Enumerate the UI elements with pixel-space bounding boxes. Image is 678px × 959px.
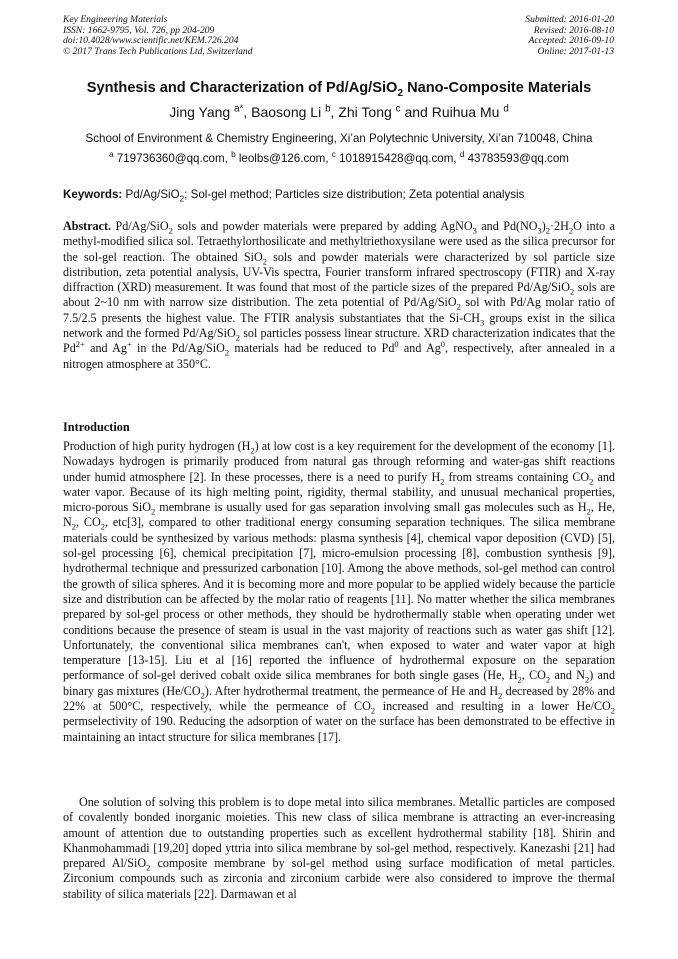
- email-address[interactable]: 719736360@qq.com: [116, 152, 225, 165]
- author-name: Zhi Tong: [338, 104, 392, 120]
- keywords-label: Keywords:: [63, 188, 123, 201]
- abstract-label: Abstract.: [63, 219, 112, 233]
- date-revised: Revised: 2016-08-10: [533, 24, 614, 36]
- author-name: Ruihua Mu: [431, 104, 500, 120]
- author-name: Baosong Li: [251, 104, 322, 120]
- author-list: Jing Yang $^{a*}$, Baosong Li $^b$, Zhi Tong $^c$ and Ruihua Mu $^d$: [169, 103, 509, 120]
- journal-name: Key Engineering Materials: [63, 14, 168, 25]
- date-online: Online: 2017-01-13: [537, 45, 614, 57]
- section-heading-introduction: Introduction: [63, 420, 130, 434]
- author-mark: c: [395, 103, 401, 115]
- journal-issn: ISSN: 1662-9795, Vol. 726, pp 204-209: [63, 24, 215, 36]
- body-paragraph: Production of high purity hydrogen $(H_2)$ at low cost is a key requirement for the development of the economy [1]. Nowadays hydrogen is primarily produced from natural gas through reforming and water-gas shift reactions under humid atmosphere [2]. In these processes, there is a need to purify $H_2$ from streams containing $CO_2$ and water vapor. Because of its high melting point, rigidity, thermal stability, and unusual mechanical properties, micro-porous SiO$_2$ membrane is usually used for gas separation involving small gas molecules such as $H_2$, He, $N_2$, $CO_2$, etc[3], compared to other traditional energy consuming separation techniques. The silica membrane materials could be synthesized by various methods: plasma synthesis [4], chemical vapor deposition (CVD) [5], sol-gel processing [6], chemical precipitation [7], micro-emulsion processing [8], combustion synthesis [9], hydrothermal technique and pressurized carbonation [10]. Among the above methods, sol-gel method can control the growth of silica spheres. And it is becoming more and more popular to be applied widely because the particle size and distribution can be affected by the molar ratio of reagents [11]. No matter whether the silica membranes prepared by sol-gel process or other methods, they should be hydrothermally stable when operating under wet conditions because the presence of steam is usual in the vast majority of reactions such as water gas shift [12]. Unfortunately, the conventional silica membranes can't, when exposed to water and water vapor at high temperature [13-15]. Liu et al [16] reported the influence of hydrothermal exposure on the separation performance of sol-gel derived cobalt oxide silica membranes for both single gases (He, $H_2$, $CO_2$ and $N_2$) and binary gas mixtures $(He/CO_2)$. After hydrothermal treatment, the permeance of He and $H_2$ decreased by 28% and 22% at 500°C, respectively, while the permeance of $CO_2$ increased and resulting in a lower $He/CO_2$ permselectivity of 190. Reducing the adsorption of water on the surface has been demonstrated to be effective in maintaining an intact structure for silica membranes [17].: [63, 439, 616, 744]
- article-dates: [525, 15, 614, 57]
- keywords: Keywords: Pd/Ag/SiO$_2$; Sol-gel method; Particles size distribution; Zeta potential analysis: [63, 188, 525, 204]
- body-paragraph: One solution of solving this problem is to dope metal into silica membranes. Metallic particles are composed of covalently bonded inorganic moieties. This new class of silica membrane is attracting an ever-increasing amount of attention due to outstanding properties such as excellent hydrothermal stability [18]. Shirin and Khanmohammadi [19,20] doped yttria into silica membrane by sol-gel method, respectively. Kanezashi [21] had prepared Al/SiO$_2$ composite membrane by sol-gel method using surface modification of metal particles. Zirconium compounds such as zirconia and zirconium carbide were also considered to improve the thermal stability of silica materials [22]. Darmawan et al: [63, 795, 615, 901]
- date-accepted: Accepted: 2016-09-10: [528, 35, 614, 47]
- email-address[interactable]: 1018915428@qq.com: [339, 152, 454, 165]
- email-address[interactable]: 43783593@qq.com: [467, 152, 569, 165]
- author-mark: a*: [234, 103, 244, 115]
- journal-copyright: © 2017 Trans Tech Publications Ltd, Switzerland: [63, 45, 253, 57]
- journal-info: [63, 15, 253, 57]
- date-submitted: Submitted: 2016-01-20: [525, 14, 614, 25]
- abstract: [63, 219, 615, 372]
- affiliation: School of Environment & Chemistry Engineering, Xi’an Polytechnic University, Xi’an 710048, China: [85, 132, 593, 145]
- author-mark: b: [325, 103, 331, 115]
- email-list: $^a$ 719736360@qq.com, $^b$ leolbs@126.com, $^c$ 1018915428@qq.com, $^d$ 43783593@qq.com: [109, 150, 569, 165]
- author-mark: d: [503, 103, 509, 115]
- paper-title: Synthesis and Characterization of Pd/Ag/SiO$_2$ Nano-Composite Materials: [86, 80, 592, 99]
- abstract-text: Pd/Ag/SiO$_2$ sols and powder materials were prepared by adding AgNO$_3$ and $Pd(NO_3)_2\cdot 2H_2O$ into a methyl-modified silica sol. Tetraethylorthosilicate and methyltriethoxysilane were used as the silica precursor for the sol-gel reaction. The obtained SiO$_2$ sols and powder materials were characterized by sol particle size distribution, zeta potential analysis, UV-Vis spectra, Fourier transform infrared spectroscopy (FTIR) and X-ray diffraction (XRD) measurement. It was found that most of the particle sizes of the prepared Pd/Ag/SiO$_2$ sols are about 2~10 nm with narrow size distribution. The zeta potential of Pd/Ag/SiO$_2$ sol with Pd/Ag molar ratio of 7.5/2.5 presents the highest value. The FTIR analysis substantiates that the $Si-CH_3$ groups exist in the silica network and the formed Pd/Ag/SiO$_2$ sol particles possess linear structure. XRD characterization indicates that the $Pd^{2+}$ and Ag+ in the Pd/Ag/SiO$_2$ materials had be reduced to Pd$^0$ and Ag$^0$, respectively, after annealed in a nitrogen atmosphere at 350°C.: [63, 219, 616, 371]
- journal-doi: doi:10.4028/www.scientific.net/KEM.726.204: [63, 35, 239, 47]
- author-name: Jing Yang: [169, 104, 231, 120]
- email-address[interactable]: leolbs@126.com: [238, 152, 326, 165]
